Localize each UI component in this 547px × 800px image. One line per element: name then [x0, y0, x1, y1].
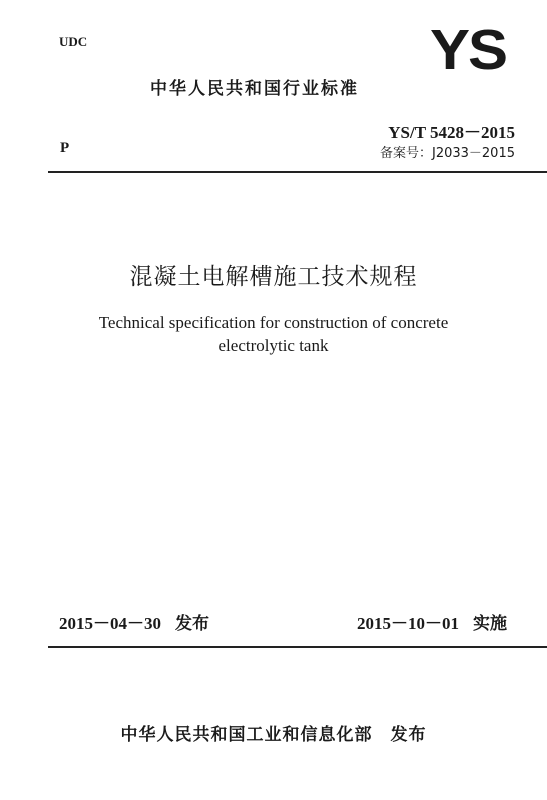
ys-logo: YS: [430, 17, 507, 82]
publisher-line: [0, 720, 547, 745]
issue-date: 2015－04－30: [59, 614, 161, 633]
standard-number: YS/T 5428－2015: [388, 123, 515, 142]
udc-label: UDC: [59, 34, 88, 49]
document-title-chinese: 混凝土电解槽施工技术规程: [129, 264, 418, 290]
implement-date: 2015－10－01: [357, 614, 459, 633]
industry-standard-heading: 中华人民共和国行业标准: [150, 79, 359, 99]
classification-code: P: [60, 140, 70, 156]
top-divider: [48, 171, 547, 173]
english-title-line-2: electrolytic tank: [218, 336, 329, 355]
implement-label: 实施: [473, 614, 507, 634]
filing-number: 备案号：J2033－2015: [379, 146, 515, 161]
document-title-english: [0, 311, 547, 357]
implement-date-block: [357, 609, 507, 634]
english-title-line-1: Technical specification for construction of concrete: [98, 313, 449, 332]
issue-date-block: [59, 609, 209, 634]
publisher-name: 中华人民共和国工业和信息化部: [120, 725, 373, 745]
bottom-divider: [48, 646, 547, 648]
publisher-action: 发布: [390, 725, 427, 745]
issue-label: 发布: [175, 614, 209, 634]
